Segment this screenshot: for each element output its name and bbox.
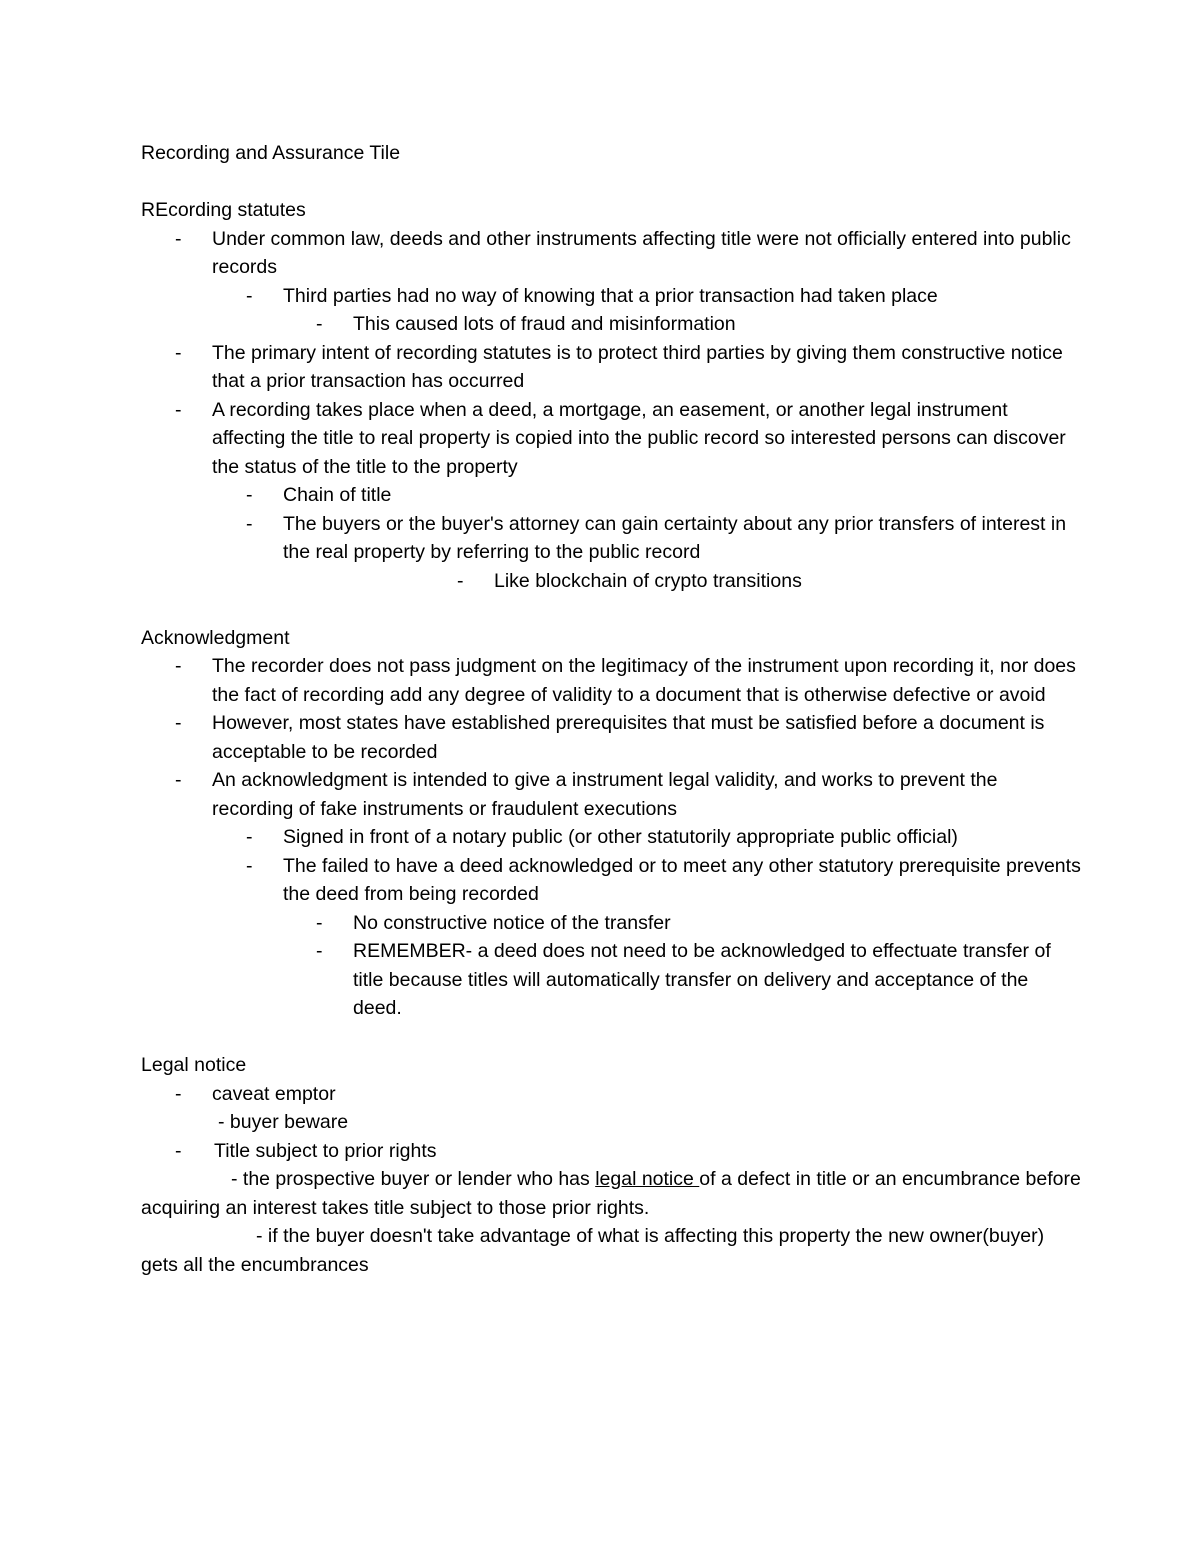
list-item-text: Signed in front of a notary public (or other statutorily appropriate public official) bbox=[283, 826, 958, 848]
document-title: Recording and Assurance Tile bbox=[141, 142, 401, 164]
list-item bbox=[141, 339, 1081, 396]
list-item-text: caveat emptor bbox=[212, 1082, 336, 1105]
list-item bbox=[141, 225, 1081, 282]
list-item bbox=[141, 709, 1081, 766]
bullet-dash: - bbox=[175, 1082, 182, 1105]
bullet-dash: - bbox=[175, 341, 182, 364]
bullet-dash: - bbox=[175, 769, 182, 791]
spacer bbox=[141, 1023, 1081, 1052]
list-item-text: The recorder does not pass judgment on the legitimacy of the instrument upon recording it, nor does the fact of recording add any degree of validity to a document that is otherwise defective or avoid bbox=[212, 655, 1076, 706]
section-heading-acknowledgment: Acknowledgment bbox=[141, 626, 290, 649]
document-page bbox=[141, 139, 1081, 1279]
list-item bbox=[141, 1137, 1081, 1166]
list-item-text: The primary intent of recording statutes is to protect third parties by giving them constructive notice that a prior transaction has occurred bbox=[212, 341, 1063, 392]
bullet-dash: - bbox=[246, 854, 253, 877]
list-item-text: An acknowledgment is intended to give a instrument legal validity, and works to prevent the recording of fake instruments or fraudulent executions bbox=[212, 769, 998, 820]
list-item bbox=[141, 310, 1081, 339]
list-item bbox=[141, 567, 1081, 596]
list-item bbox=[141, 909, 1081, 938]
bullet-dash: - bbox=[175, 398, 182, 421]
list-item-text: REMEMBER- a deed does not need to be acknowledged to effectuate transfer of title because titles will automatically transfer on delivery and acceptance of the deed. bbox=[353, 940, 1051, 1019]
list-item bbox=[141, 1080, 1081, 1109]
section-heading-legal-notice: Legal notice bbox=[141, 1054, 247, 1076]
bullet-dash: - bbox=[316, 940, 323, 962]
section-heading-recording: REcording statutes bbox=[141, 199, 306, 221]
bullet-dash: - bbox=[175, 712, 182, 734]
bullet-dash: - bbox=[175, 227, 182, 250]
list-item-text: The buyers or the buyer's attorney can gain certainty about any prior transfers of interest in the real property by referring to the public record bbox=[283, 512, 1067, 563]
bullet-dash: - bbox=[246, 484, 253, 506]
bullet-dash: - bbox=[246, 284, 253, 307]
paragraph-encumbrances: - if the buyer doesn't take advantage of what is affecting this property the new owner(buyer) gets all the encumbrances bbox=[141, 1225, 1045, 1276]
list-item bbox=[141, 282, 1081, 311]
list-item bbox=[141, 652, 1081, 709]
list-item bbox=[141, 510, 1081, 567]
bullet-dash: - bbox=[316, 911, 323, 934]
bullet-dash: - bbox=[175, 655, 182, 677]
bullet-dash: - bbox=[175, 1139, 182, 1162]
list-item bbox=[141, 766, 1081, 823]
paragraph-text: of a defect in title or an encumbrance before acquiring an interest takes title subject to those prior rights. bbox=[141, 1168, 1081, 1219]
underlined-term-legal-notice: legal notice bbox=[595, 1168, 700, 1190]
list-item-text: Chain of title bbox=[283, 484, 392, 506]
list-item-text: This caused lots of fraud and misinformation bbox=[353, 313, 736, 335]
list-item bbox=[141, 937, 1081, 1023]
list-item-text: No constructive notice of the transfer bbox=[353, 911, 671, 934]
spacer bbox=[141, 595, 1081, 624]
bullet-dash: - bbox=[246, 826, 253, 848]
spacer bbox=[141, 168, 1081, 197]
list-item-text: The failed to have a deed acknowledged or to meet any other statutory prerequisite prevents the deed from being recorded bbox=[283, 854, 1081, 905]
list-item-text: Title subject to prior rights bbox=[214, 1139, 437, 1162]
list-item-text: A recording takes place when a deed, a mortgage, an easement, or another legal instrument affecting the title to real property is copied into the public record so interested persons can discover the status of the title to the property bbox=[212, 398, 1066, 478]
paragraph-text: - the prospective buyer or lender who has bbox=[231, 1168, 596, 1190]
list-item-text: Under common law, deeds and other instruments affecting title were not officially entered into public records bbox=[212, 227, 1071, 278]
list-item bbox=[141, 481, 1081, 510]
list-item bbox=[141, 852, 1081, 909]
bullet-dash: - bbox=[457, 569, 464, 592]
list-item-text: Third parties had no way of knowing that a prior transaction had taken place bbox=[283, 284, 938, 307]
sub-note-buyer-beware: - buyer beware bbox=[218, 1111, 349, 1133]
list-item-text: Like blockchain of crypto transitions bbox=[494, 569, 802, 592]
list-item bbox=[141, 396, 1081, 482]
list-item-text: However, most states have established prerequisites that must be satisfied before a document is acceptable to be recorded bbox=[212, 712, 1045, 763]
paragraph-prior-rights bbox=[141, 1165, 1081, 1222]
list-item bbox=[141, 823, 1081, 852]
bullet-dash: - bbox=[246, 512, 253, 535]
bullet-dash: - bbox=[316, 313, 323, 335]
